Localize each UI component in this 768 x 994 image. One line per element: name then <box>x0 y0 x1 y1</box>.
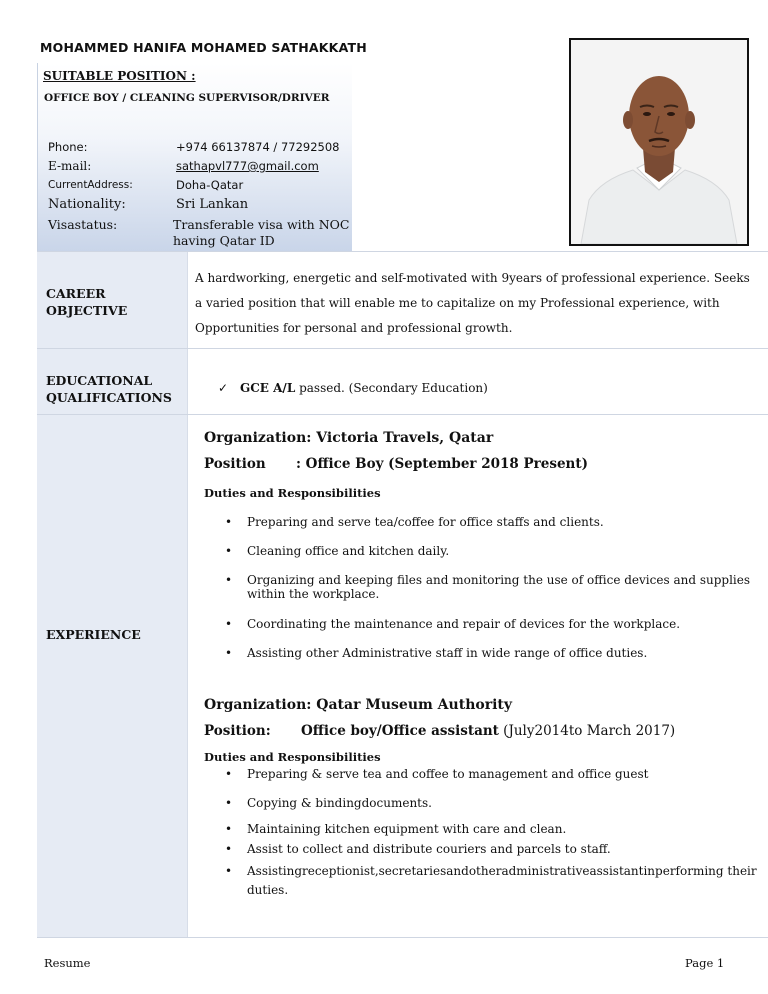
list-item: • Preparing and serve tea/coffee for office staffs and clients. <box>222 515 758 529</box>
list-item: • Cleaning office and kitchen daily. <box>222 544 758 558</box>
address-label: CurrentAddress: <box>48 179 133 191</box>
job-1-duties-list <box>222 515 758 660</box>
email-label: E-mail: <box>48 159 92 173</box>
experience-heading: EXPERIENCE <box>46 627 141 642</box>
visa-status-value-line1: Transferable visa with NOC <box>173 217 350 232</box>
list-item: • Assist to collect and distribute couriers and parcels to staff. <box>222 842 758 856</box>
profile-photo <box>569 38 749 246</box>
education-label-cell <box>37 349 188 414</box>
list-item: • Preparing & serve tea and coffee to management and office guest <box>222 767 758 781</box>
address-value: Doha-Qatar <box>176 178 244 192</box>
job-1-duties-heading: Duties and Responsibilities <box>204 486 381 500</box>
visa-status-label: Visastatus: <box>48 217 118 232</box>
job-2-duties-list <box>222 767 758 900</box>
list-item: • Copying & bindingdocuments. <box>222 796 758 810</box>
list-item: • Maintaining kitchen equipment with care and clean. <box>222 822 758 836</box>
suitable-position-value: OFFICE BOY / CLEANING SUPERVISOR/DRIVER <box>44 92 330 104</box>
check-icon: ✓ <box>218 381 229 395</box>
education-item <box>218 381 488 395</box>
career-objective-heading-line1: CAREER <box>46 286 106 301</box>
career-objective-text: A hardworking, energetic and self-motivated with 9years of professional experience. Seeks a varied position that will enable me to capitalize on my Professional experience, with Opportunities for personal and professional growth. <box>195 271 750 335</box>
nationality-label: Nationality: <box>48 197 126 212</box>
job-1-position-value: : Office Boy (September 2018 Present) <box>296 456 588 472</box>
footer-resume-label: Resume <box>44 956 91 970</box>
job-2-organization: Organization: Qatar Museum Authority <box>204 697 512 713</box>
phone-value: +974 66137874 / 77292508 <box>176 140 340 154</box>
career-objective-heading <box>46 285 127 319</box>
education-qualification-detail: passed. (Secondary Education) <box>295 381 488 395</box>
list-item: • Coordinating the maintenance and repair of devices for the workplace. <box>222 617 758 631</box>
experience-label-cell <box>37 415 188 937</box>
job-2-position-label: Position: <box>204 723 271 739</box>
education-qualification: GCE A/L <box>240 381 296 395</box>
suitable-position-title: SUITABLE POSITION : <box>43 69 196 83</box>
job-1-position <box>204 456 588 472</box>
job-2-position <box>204 723 675 739</box>
visa-status-value-line2: having Qatar ID <box>173 233 275 248</box>
nationality-value: Sri Lankan <box>176 197 249 212</box>
phone-label: Phone: <box>48 140 88 154</box>
list-item: • Organizing and keeping files and monitoring the use of office devices and supplies within the workplace. <box>222 573 758 601</box>
list-item: • Assistingreceptionist,secretariesandotheradministrativeassistantinperforming their duties. <box>222 862 758 900</box>
section-divider <box>37 937 768 938</box>
person-photo-illustration <box>571 40 747 244</box>
job-2-position-dates: (July2014to March 2017) <box>498 723 676 739</box>
career-objective-label-cell <box>37 252 188 348</box>
education-heading <box>46 372 172 406</box>
job-1-position-label: Position <box>204 456 266 472</box>
career-objective-heading-line2: OBJECTIVE <box>46 303 128 318</box>
job-2-duties-heading: Duties and Responsibilities <box>204 750 381 764</box>
job-1-organization: Organization: Victoria Travels, Qatar <box>204 430 494 446</box>
candidate-name: MOHAMMED HANIFA MOHAMED SATHAKKATH <box>40 40 367 55</box>
education-heading-line1: EDUCATIONAL <box>46 373 153 388</box>
list-item: • Assisting other Administrative staff in wide range of office duties. <box>222 646 758 660</box>
education-heading-line2: QUALIFICATIONS <box>46 390 172 405</box>
job-2-position-value: Office boy/Office assistant <box>301 723 499 739</box>
email-value[interactable]: sathapvl777@gmail.com <box>176 159 319 173</box>
footer-page-number: Page 1 <box>685 956 725 970</box>
